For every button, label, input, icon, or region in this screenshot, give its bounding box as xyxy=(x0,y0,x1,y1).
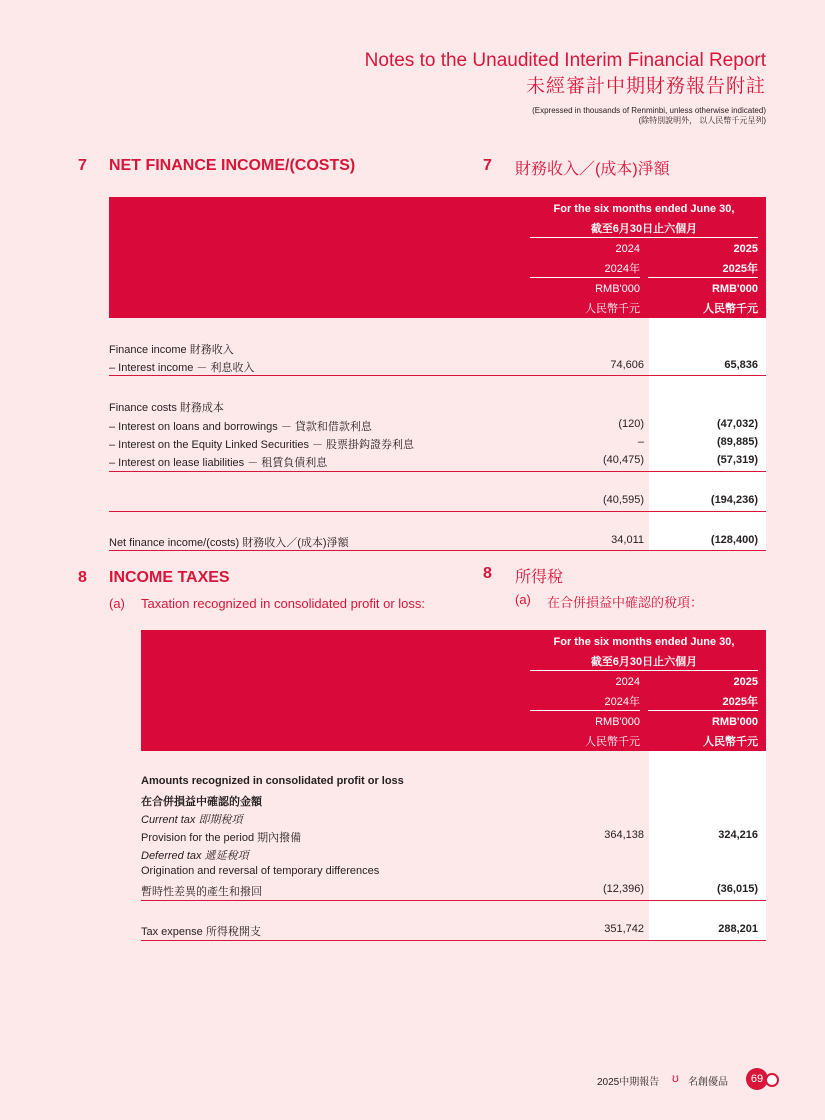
report-title-zh: 未經審計中期財務報告附註 xyxy=(525,76,766,97)
s8-origination-en: Origination and reversal of temporary differences xyxy=(141,865,380,877)
s7-col1-year-zh: 2024年 xyxy=(604,263,640,275)
s8-tax-expense-2025: 288,201 xyxy=(718,923,758,935)
s7-col2-unit: RMB'000 xyxy=(711,283,758,295)
s7-els-label: – Interest on the Equity Linked Securities － 股票掛鈎證券利息 xyxy=(109,439,415,451)
s7-finance-income-label: Finance income 財務收入 xyxy=(109,344,234,356)
s7-subtotal-2024: (40,595) xyxy=(603,494,644,506)
section7-number: 7 xyxy=(78,157,87,174)
s7-rule-4 xyxy=(109,550,766,551)
s8-col1-unit: RMB'000 xyxy=(595,716,640,728)
s8-tax-expense-label: Tax expense 所得稅開支 xyxy=(141,926,261,938)
s7-loans-label: – Interest on loans and borrowings － 貸款和借款利息 xyxy=(109,421,372,433)
expressed-note-en: (Expressed in thousands of Renminbi, unless otherwise indicated) xyxy=(532,106,766,115)
s7-current-year-highlight xyxy=(649,318,766,551)
s8-period-zh: 截至6月30日止六個月 xyxy=(590,656,698,668)
page-number: 69 xyxy=(746,1068,768,1090)
s8-col1-year: 2024 xyxy=(615,676,640,688)
s8-current-tax: Current tax 即期稅項 xyxy=(141,814,243,826)
page-ring-icon xyxy=(765,1073,779,1087)
s8-col2-unit-zh: 人民幣千元 xyxy=(703,736,758,748)
s8-provision-label: Provision for the period 期內撥備 xyxy=(141,832,302,844)
s7-loans-2024: (120) xyxy=(618,418,644,430)
section7-title-en: NET FINANCE INCOME/(COSTS) xyxy=(109,157,356,174)
section8-title-en: INCOME TAXES xyxy=(109,569,230,586)
s7-net-2024: 34,011 xyxy=(611,534,644,546)
s8-col1-unit-zh: 人民幣千元 xyxy=(585,736,640,748)
s8-tax-expense-2024: 351,742 xyxy=(604,923,644,935)
s7-rule-2 xyxy=(109,471,766,472)
s7-period-zh: 截至6月30日止六個月 xyxy=(590,223,698,235)
s8-col2-year: 2025 xyxy=(733,676,758,688)
section8-sub-letter: (a) xyxy=(109,596,125,611)
section7-number-zh: 7 xyxy=(483,157,492,174)
s7-col2-unit-zh: 人民幣千元 xyxy=(703,303,758,315)
s8-amounts-en: Amounts recognized in consolidated profit or loss xyxy=(141,775,404,787)
s7-col2-year-zh: 2025年 xyxy=(722,263,758,275)
s7-col1-unit: RMB'000 xyxy=(595,283,640,295)
brand-logo-icon: ʊ xyxy=(672,1071,679,1085)
s7-net-label: Net finance income/(costs) 財務收入／(成本)淨額 xyxy=(109,537,349,549)
s8-amounts-zh: 在合併損益中確認的金額 xyxy=(141,796,262,808)
s8-col1-year-zh: 2024年 xyxy=(604,696,640,708)
s7-interest-income-2025: 65,836 xyxy=(724,359,758,371)
s8-deferred-tax: Deferred tax 遞延稅項 xyxy=(141,850,249,862)
s7-lease-2024: (40,475) xyxy=(603,454,644,466)
s7-subtotal-2025: (194,236) xyxy=(710,494,758,506)
footer-text: 2025中期報告 xyxy=(597,1077,660,1088)
s8-col2-year-zh: 2025年 xyxy=(722,696,758,708)
s8-rule-1 xyxy=(141,900,766,901)
s7-col2-year: 2025 xyxy=(733,243,758,255)
section8-sub-zh: 在合併損益中確認的稅項： xyxy=(547,595,704,610)
s8-origination-2024: (12,396) xyxy=(603,883,644,895)
s7-interest-income-2024: 74,606 xyxy=(610,359,644,371)
expressed-note-zh: (除特別說明外， 以人民幣千元呈列) xyxy=(638,116,766,125)
s8-provision-2025: 324,216 xyxy=(718,829,758,841)
s7-rule-1 xyxy=(109,375,766,376)
s7-lease-2025: (57,319) xyxy=(717,454,758,466)
s7-els-2024: – xyxy=(637,436,644,448)
s7-col1-unit-zh: 人民幣千元 xyxy=(585,303,640,315)
s7-net-2025: (128,400) xyxy=(710,534,758,546)
s8-rule-2 xyxy=(141,940,766,941)
s7-finance-costs-label: Finance costs 財務成本 xyxy=(109,402,224,414)
report-title-en: Notes to the Unaudited Interim Financial Report xyxy=(364,50,766,71)
section8-title-zh: 所得稅 xyxy=(515,569,564,586)
footer-brand: 名創優品 xyxy=(688,1077,728,1088)
section7-title-zh: 財務收入／(成本)淨額 xyxy=(515,161,670,178)
expressed-note xyxy=(532,106,766,126)
section8-number: 8 xyxy=(78,569,87,586)
s7-els-2025: (89,885) xyxy=(717,436,758,448)
s8-current-year-highlight xyxy=(649,751,766,941)
s8-period-en: For the six months ended June 30, xyxy=(553,636,735,648)
section8-sub-letter-zh: (a) xyxy=(515,592,531,607)
s8-origination-2025: (36,015) xyxy=(717,883,758,895)
section8-number-zh: 8 xyxy=(483,565,492,582)
section8-sub-en: Taxation recognized in consolidated profit or loss: xyxy=(141,596,425,611)
s7-lease-label: – Interest on lease liabilities － 租賃負債利息 xyxy=(109,457,328,469)
s7-col1-year: 2024 xyxy=(615,243,640,255)
s7-rule-3 xyxy=(109,511,766,512)
s8-origination-zh: 暫時性差異的產生和撥回 xyxy=(141,886,262,898)
s8-provision-2024: 364,138 xyxy=(604,829,644,841)
s7-period-en: For the six months ended June 30, xyxy=(553,203,735,215)
s7-interest-income-label: – Interest income － 利息收入 xyxy=(109,362,255,374)
s7-loans-2025: (47,032) xyxy=(717,418,758,430)
s8-col2-unit: RMB'000 xyxy=(711,716,758,728)
